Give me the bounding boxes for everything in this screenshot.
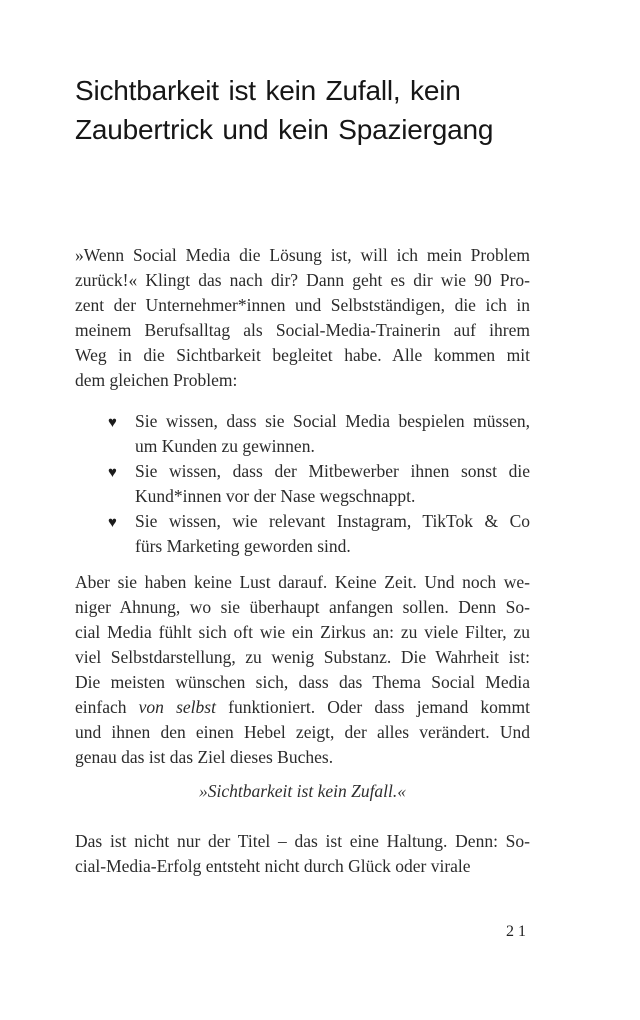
text-line: dem gleichen Problem:	[75, 370, 238, 390]
text-line: cial-Media-Erfolg entsteht nicht durch Glück oder virale	[75, 856, 471, 876]
text-line: Sie wissen, wie relevant Instagram, TikTok & Co	[135, 511, 530, 531]
page-number: 21	[506, 923, 530, 940]
text-line: fürs Marketing geworden sind.	[135, 536, 351, 556]
text-line: Weg in die Sichtbarkeit begleitet habe. Alle kommen mit	[75, 345, 530, 365]
text-line: und ihnen den einen Hebel zeigt, der alles verändert. Und	[75, 722, 530, 742]
text-line: Das ist nicht nur der Titel – das ist eine Haltung. Denn: So-	[75, 831, 530, 851]
text-line: cial Media fühlt sich oft wie ein Zirkus an: zu viele Filter, zu	[75, 622, 530, 642]
bullet-item	[108, 459, 530, 509]
heart-bullet-icon: ♥	[108, 465, 117, 481]
bullet-list	[75, 409, 530, 559]
text-line: zent der Unternehmer*innen und Selbstständigen, die ich in	[75, 295, 530, 315]
pull-quote: »Sichtbarkeit ist kein Zufall.«	[198, 781, 407, 801]
text-line: Die meisten wünschen sich, dass das Thema Social Media	[75, 672, 530, 692]
paragraph-closing	[75, 829, 530, 879]
heart-bullet-icon: ♥	[108, 415, 117, 431]
text-line: viel Selbstdarstellung, zu wenig Substanz. Die Wahrheit ist:	[75, 647, 530, 667]
text-line: Kund*innen vor der Nase wegschnappt.	[135, 486, 416, 506]
heart-bullet-icon: ♥	[108, 515, 117, 531]
text-line: Sichtbarkeit ist kein Zufall, kein	[75, 75, 461, 106]
bullet-item	[108, 509, 530, 559]
text-line: niger Ahnung, wo sie überhaupt anfangen sollen. Denn So-	[75, 597, 530, 617]
text-line: Sie wissen, dass der Mitbewerber ihnen sonst die	[135, 461, 530, 481]
text-line: zurück!« Klingt das nach dir? Dann geht es dir wie 90 Pro-	[75, 270, 530, 290]
paragraph-middle	[75, 570, 530, 770]
bullet-item	[108, 409, 530, 459]
paragraph-intro	[75, 243, 530, 393]
text-line: Sie wissen, dass sie Social Media bespielen müssen,	[135, 411, 530, 431]
text-line: »Wenn Social Media die Lösung ist, will ich mein Problem	[75, 245, 530, 265]
text-line: Aber sie haben keine Lust darauf. Keine Zeit. Und noch we-	[75, 572, 530, 592]
text-line: genau das ist das Ziel dieses Buches.	[75, 747, 334, 767]
text-line: um Kunden zu gewinnen.	[135, 436, 315, 456]
text-line: Zaubertrick und kein Spaziergang	[75, 114, 494, 145]
text-line: einfach von selbst funktioniert. Oder dass jemand kommt	[75, 697, 530, 717]
text-line: meinem Berufsalltag als Social-Media-Trainerin auf ihrem	[75, 320, 530, 340]
chapter-title	[75, 71, 530, 149]
